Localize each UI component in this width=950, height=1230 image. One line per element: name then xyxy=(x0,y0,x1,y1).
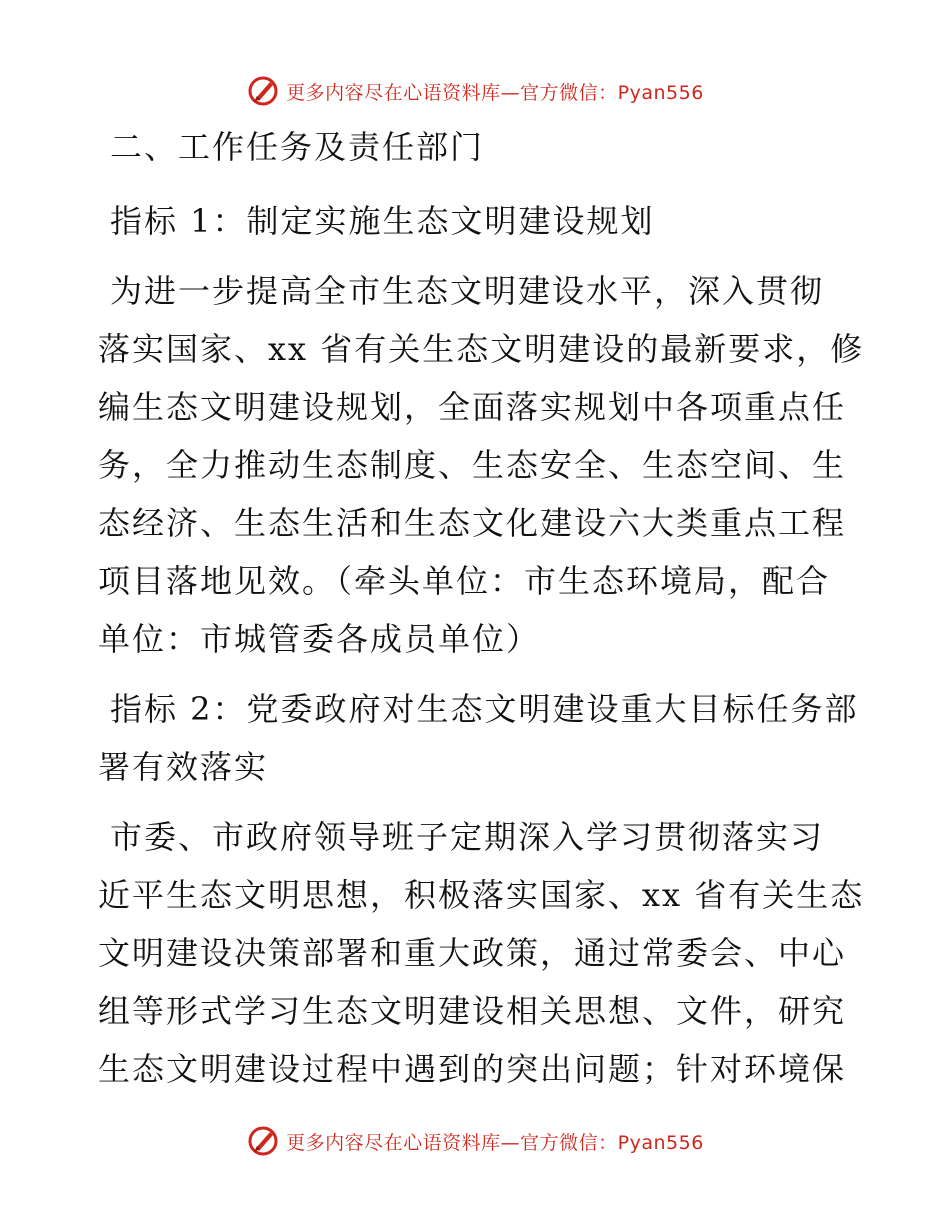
paragraph-line: 市委、市政府领导班子定期深入学习贯彻落实习 xyxy=(110,818,825,856)
document-body xyxy=(98,118,865,1098)
indicator-2-title-line: 指标 2：党委政府对生态文明建设重大目标任务部 xyxy=(110,690,859,728)
paragraph-line: 编生态文明建设规划，全面落实规划中各项重点任 xyxy=(98,388,847,426)
indicator-1-title: 指标 1：制定实施生态文明建设规划 xyxy=(110,202,655,240)
indicator-2-paragraph xyxy=(98,808,865,1098)
paragraph-line: 生态文明建设过程中遇到的突出问题；针对环境保 xyxy=(98,1050,847,1088)
paragraph-line: 为进一步提高全市生态文明建设水平，深入贯彻 xyxy=(110,272,825,310)
paragraph-line: 态经济、生态生活和生态文化建设六大类重点工程 xyxy=(98,504,847,542)
footer-banner xyxy=(0,1124,950,1158)
paragraph-line: 单位：市城管委各成员单位） xyxy=(98,620,541,658)
paragraph-line: 组等形式学习生态文明建设相关思想、文件，研究 xyxy=(98,992,847,1030)
paragraph-line: 务，全力推动生态制度、生态安全、生态空间、生 xyxy=(98,446,847,484)
section-title: 二、工作任务及责任部门 xyxy=(110,128,485,166)
quill-pen-circle-icon xyxy=(246,74,280,108)
paragraph-line: 落实国家、xx 省有关生态文明建设的最新要求，修 xyxy=(98,330,865,368)
indicator-2-title-line: 署有效落实 xyxy=(98,748,269,786)
banner-text: 更多内容尽在心语资料库—官方微信：Pyan556 xyxy=(286,81,704,104)
indicator-1-paragraph xyxy=(98,262,865,668)
paragraph-line: 文明建设决策部署和重大政策，通过常委会、中心 xyxy=(98,934,847,972)
paragraph-line: 近平生态文明思想，积极落实国家、xx 省有关生态 xyxy=(98,876,865,914)
paragraph-line: 项目落地见效。（牵头单位：市生态环境局，配合 xyxy=(98,562,831,600)
quill-pen-circle-icon xyxy=(246,1124,280,1158)
indicator-2-title xyxy=(98,680,858,796)
banner-text: 更多内容尽在心语资料库—官方微信：Pyan556 xyxy=(286,1131,704,1154)
header-banner xyxy=(0,74,950,108)
